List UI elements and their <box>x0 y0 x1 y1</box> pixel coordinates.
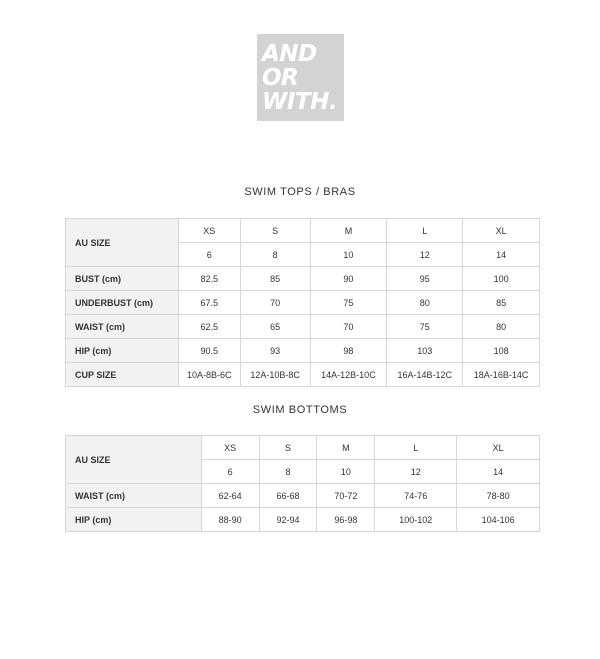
table-row <box>66 363 540 387</box>
table-cell: 74-76 <box>375 484 457 508</box>
logo-line: WITH. <box>262 89 338 115</box>
table-cell: 100-102 <box>375 508 457 532</box>
logo-line: OR <box>262 65 299 91</box>
au-size-label: AU SIZE <box>66 219 179 267</box>
row-label: BUST (cm) <box>66 267 179 291</box>
au-size-cell: 14 <box>457 460 540 484</box>
table-cell: 67.5 <box>178 291 240 315</box>
table-row <box>66 219 540 243</box>
table-cell: 65 <box>240 315 310 339</box>
table-cell: 96-98 <box>317 508 375 532</box>
size-header-cell: XS <box>178 219 240 243</box>
table-cell: 16A-14B-12C <box>387 363 463 387</box>
swim-bottoms-title: SWIM BOTTOMS <box>252 404 348 416</box>
table-cell: 70 <box>310 315 387 339</box>
size-header-cell: XL <box>457 436 540 460</box>
row-label: HIP (cm) <box>66 508 202 532</box>
row-label: WAIST (cm) <box>66 484 202 508</box>
au-size-cell: 12 <box>375 460 457 484</box>
table-cell: 14A-12B-10C <box>310 363 387 387</box>
row-label: CUP SIZE <box>66 363 179 387</box>
row-label: WAIST (cm) <box>66 315 179 339</box>
table-cell: 95 <box>387 267 463 291</box>
size-header-cell: L <box>375 436 457 460</box>
table-cell: 85 <box>463 291 540 315</box>
au-size-cell: 14 <box>463 243 540 267</box>
table-row <box>66 267 540 291</box>
table-row <box>66 339 540 363</box>
size-header-cell: S <box>259 436 317 460</box>
table-cell: 62-64 <box>201 484 259 508</box>
table-row <box>66 315 540 339</box>
size-header-cell: M <box>317 436 375 460</box>
table-row <box>66 508 540 532</box>
table-cell: 85 <box>240 267 310 291</box>
table-cell: 82.5 <box>178 267 240 291</box>
size-header-cell: L <box>387 219 463 243</box>
table-cell: 70-72 <box>317 484 375 508</box>
au-size-cell: 10 <box>310 243 387 267</box>
table-cell: 10A-8B-6C <box>178 363 240 387</box>
au-size-label: AU SIZE <box>66 436 202 484</box>
table-cell: 62.5 <box>178 315 240 339</box>
table-cell: 100 <box>463 267 540 291</box>
table-cell: 90 <box>310 267 387 291</box>
au-size-cell: 6 <box>201 460 259 484</box>
table-cell: 92-94 <box>259 508 317 532</box>
swim-tops-title: SWIM TOPS / BRAS <box>244 186 356 198</box>
row-label: HIP (cm) <box>66 339 179 363</box>
table-cell: 66-68 <box>259 484 317 508</box>
table-cell: 75 <box>310 291 387 315</box>
swim-tops-size-table <box>65 218 540 387</box>
table-cell: 98 <box>310 339 387 363</box>
table-cell: 78-80 <box>457 484 540 508</box>
table-cell: 88-90 <box>201 508 259 532</box>
table-cell: 108 <box>463 339 540 363</box>
table-row <box>66 291 540 315</box>
au-size-cell: 8 <box>259 460 317 484</box>
table-cell: 18A-16B-14C <box>463 363 540 387</box>
table-cell: 90.5 <box>178 339 240 363</box>
table-cell: 12A-10B-8C <box>240 363 310 387</box>
table-cell: 80 <box>387 291 463 315</box>
table-row <box>66 484 540 508</box>
table-cell: 70 <box>240 291 310 315</box>
table-cell: 80 <box>463 315 540 339</box>
au-size-cell: 12 <box>387 243 463 267</box>
size-header-cell: XL <box>463 219 540 243</box>
table-row <box>66 436 540 460</box>
row-label: UNDERBUST (cm) <box>66 291 179 315</box>
brand-logo <box>257 34 344 121</box>
au-size-cell: 8 <box>240 243 310 267</box>
size-header-cell: S <box>240 219 310 243</box>
table-cell: 103 <box>387 339 463 363</box>
au-size-cell: 10 <box>317 460 375 484</box>
table-cell: 75 <box>387 315 463 339</box>
au-size-cell: 6 <box>178 243 240 267</box>
size-header-cell: M <box>310 219 387 243</box>
table-cell: 93 <box>240 339 310 363</box>
logo-line: AND <box>262 41 317 67</box>
size-header-cell: XS <box>201 436 259 460</box>
swim-bottoms-size-table <box>65 435 540 532</box>
table-cell: 104-106 <box>457 508 540 532</box>
